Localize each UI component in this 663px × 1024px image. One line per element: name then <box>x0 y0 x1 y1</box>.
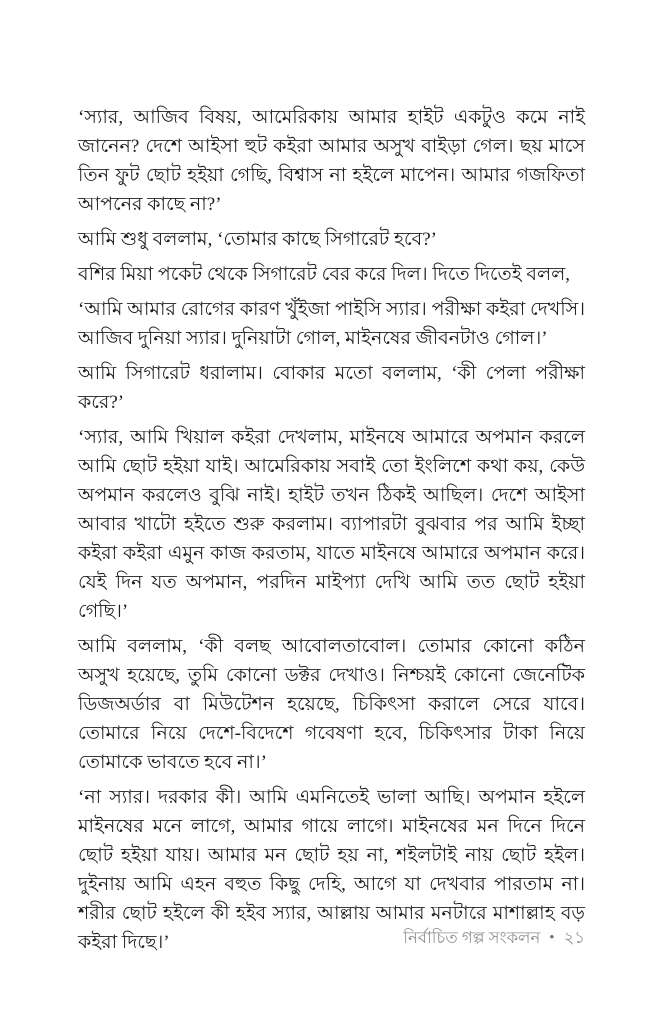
body-paragraph: আমি বললাম, ‘কী বলছ আবোলতাবোল। তোমার কোনো কঠিন অসুখ হয়েছে, তুমি কোনো ডক্টর দেখাও। নিশ্চয়ই কোনো জেনেটিক ডিজঅর্ডার বা মিউটেশন হয়েছে, চিকিৎসা করালে সেরে যাবে। তোমারে নিয়ে দেশে-বিদেশে গবেষণা হবে, চিকিৎসার টাকা নিয়ে তোমাকে ভাবতে হবে না।’ <box>78 636 585 773</box>
body-text-block <box>78 103 585 963</box>
footer-bullet-separator: • <box>549 930 555 946</box>
body-paragraph: আমি সিগারেট ধরালাম। বোকার মতো বললাম, ‘কী পেলা পরীক্ষা করে?’ <box>78 363 585 413</box>
body-paragraph: ‘আমি আমার রোগের কারণ খুঁইজা পাইসি স্যার। পরীক্ষা কইরা দেখসি। আজিব দুনিয়া স্যার। দুনিয়াটা গোল, মাইনষের জীবনটাও গোল।’ <box>78 299 585 349</box>
page-footer <box>403 926 585 950</box>
body-paragraph: বশির মিয়া পকেট থেকে সিগারেট বের করে দিল। দিতে দিতেই বলল, <box>78 264 571 285</box>
footer-book-title: নির্বাচিত গল্প সংকলন <box>403 928 541 947</box>
body-paragraph: ‘না স্যার। দরকার কী। আমি এমনিতেই ভালা আছি। অপমান হইলে মাইনষের মনে লাগে, আমার গায়ে লাগে। মাইনষের মন দিনে দিনে ছোট হইয়া যায়। আমার মন ছোট হয় না, শইলটাই নায় ছোট হইল। দুইনায় আমি এহন বহুত কিছু দেহি, আগে যা দেখবার পারতাম না। শরীর ছোট হইলে কী হইব স্যার, আল্লায় আমার মনটারে মাশাল্লাহ বড় কইরা দিছে।’ <box>78 787 585 953</box>
footer-page-number: ২১ <box>563 928 585 947</box>
body-paragraph: ‘স্যার, আমি খিয়াল কইরা দেখলাম, মাইনষে আমারে অপমান করলে আমি ছোট হইয়া যাই। আমেরিকায় সবাই তো ইংলিশে কথা কয়, কেউ অপমান করলেও বুঝি নাই। হাইট তখন ঠিকই আছিল। দেশে আইসা আবার খাটো হইতে শুরু করলাম। ব্যাপারটা বুঝবার পর আমি ইচ্ছা কইরা কইরা এমুন কাজ করতাম, যাতে মাইনষে আমারে অপমান করে। যেই দিন যত অপমান, পরদিন মাইপ্যা দেখি আমি তত ছোট হইয়া গেছি।’ <box>78 427 585 622</box>
body-paragraph: আমি শুধু বললাম, ‘তোমার কাছে সিগারেট হবে?’ <box>78 229 437 250</box>
body-paragraph: ‘স্যার, আজিব বিষয়, আমেরিকায় আমার হাইট একটুও কমে নাই জানেন? দেশে আইসা হুট কইরা আমার অসুখ বাইড়া গেল। ছয় মাসে তিন ফুট ছোট হইয়া গেছি, বিশ্বাস না হইলে মাপেন। আমার গজফিতা আপনের কাছে না?’ <box>78 107 585 215</box>
